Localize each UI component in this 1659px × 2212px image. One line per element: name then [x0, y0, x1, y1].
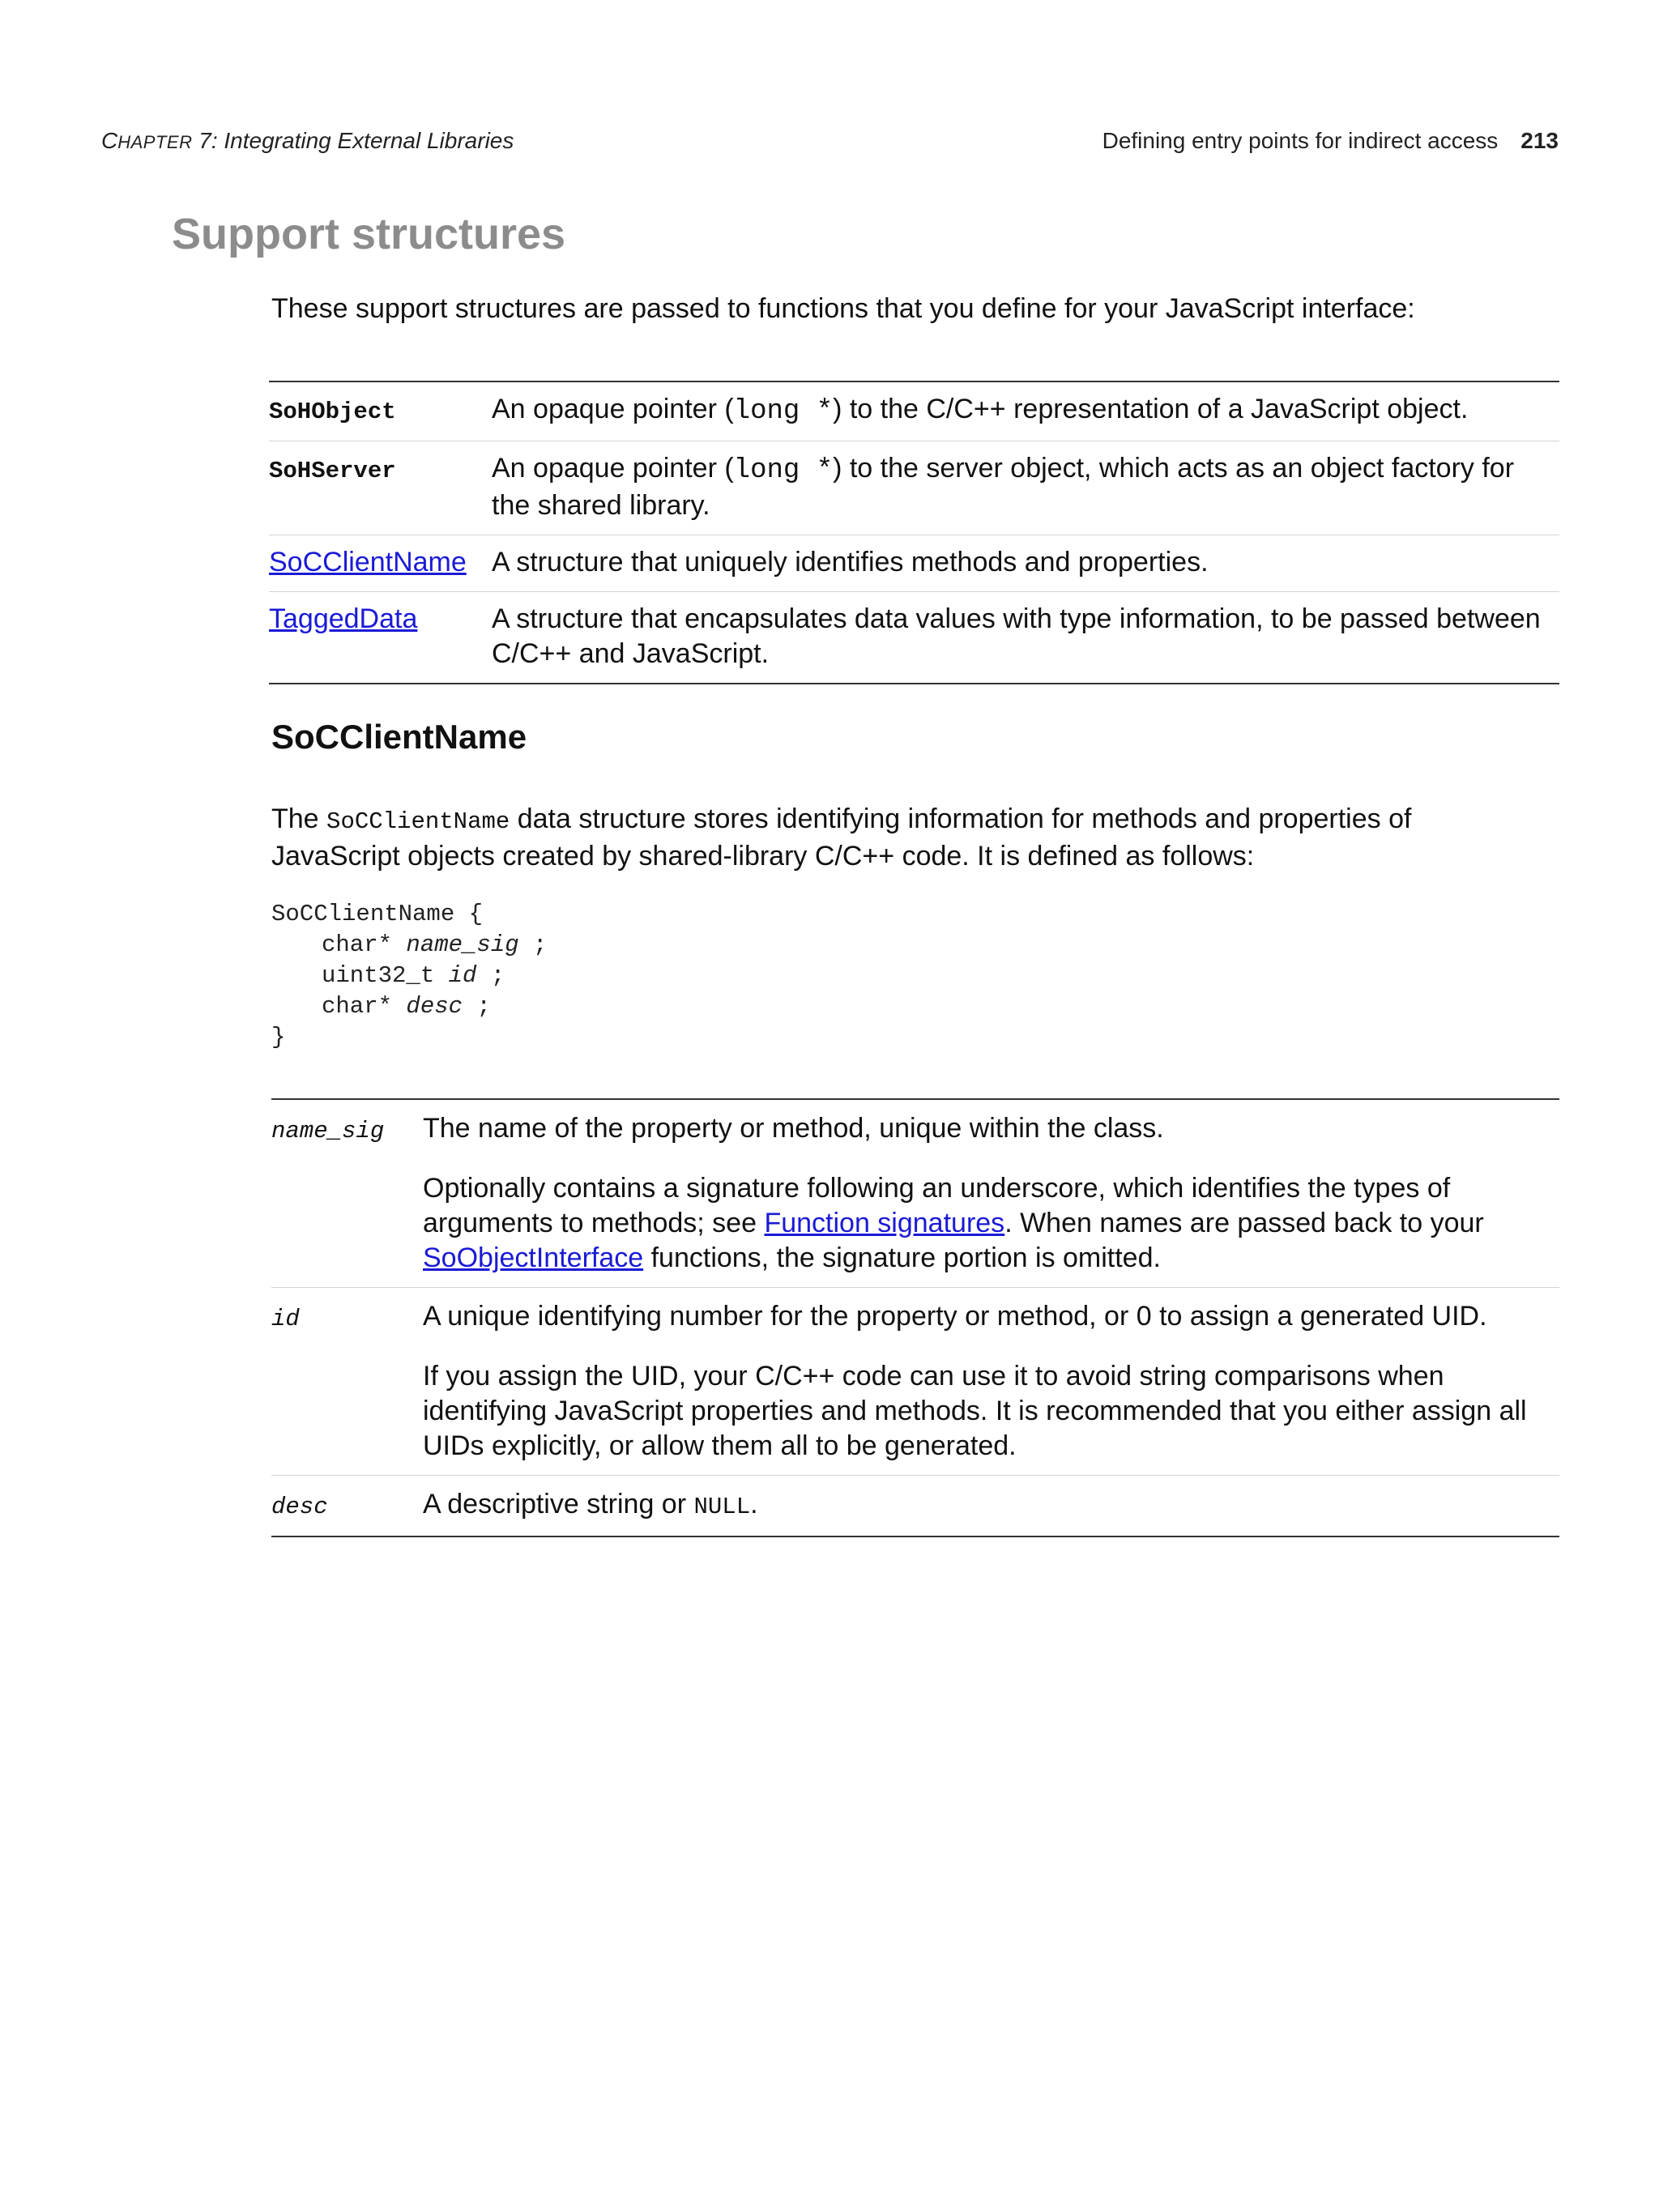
code-line: [271, 993, 491, 1020]
page-number: 213: [1520, 128, 1559, 153]
field-desc-text: If you assign the UID, your C/C++ code can use it to avoid string comparisons when identifying JavaScript properties and methods. It is recommended that you either assign all UIDs explicitly, or allow them all to be generated.: [423, 1361, 1527, 1461]
table-row: [271, 1476, 1559, 1537]
field-id: id: [271, 1306, 300, 1332]
field-name-cell: [271, 1099, 423, 1288]
term-cell: [269, 441, 492, 535]
table-row: [271, 1099, 1559, 1288]
definition-cell: [492, 441, 1559, 535]
link-tagged-data[interactable]: TaggedData: [269, 603, 418, 634]
code-punct: ;: [476, 962, 505, 989]
support-structures-table: [269, 381, 1559, 684]
desc-text: Optionally contains a signature following an underscore, which identifies the types of arguments to methods; see: [423, 1173, 1451, 1238]
chapter-title: 7: Integrating External Libraries: [192, 128, 514, 153]
heading-support-structures: Support structures: [172, 210, 566, 258]
table-row: [269, 592, 1559, 684]
desc-code: NULL: [693, 1494, 751, 1520]
code-line: SoCClientName {: [271, 901, 484, 927]
term-cell: [269, 535, 492, 592]
code-field-name: id: [448, 962, 477, 989]
field-desc: desc: [271, 1494, 328, 1520]
term-sohserver: SoHServer: [269, 458, 396, 484]
para-code: SoCClientName: [326, 808, 510, 835]
chapter-prefix: C: [101, 128, 118, 153]
heading-soc-client-name: SoCClientName: [271, 718, 527, 756]
chapter-smallcaps: HAPTER: [117, 132, 193, 152]
definition-cell: A structure that encapsulates data values with type information, to be passed between C/C++ and JavaScript.: [492, 592, 1559, 684]
term-sohobject: SoHObject: [269, 399, 396, 425]
running-header-chapter: [101, 128, 514, 154]
definition-cell: [492, 381, 1559, 441]
code-block: [271, 899, 547, 1053]
para-text: data structure stores identifying information for methods and properties of JavaScript objects created by shared-library C/C++ code. It is defined as follows:: [271, 803, 1412, 872]
fields-table: [271, 1098, 1559, 1537]
code-line: [271, 931, 547, 958]
code-punct: ;: [518, 931, 548, 958]
field-name-sig: name_sig: [271, 1118, 385, 1144]
code-line: [271, 962, 505, 989]
field-desc-cell: [423, 1288, 1559, 1476]
desc-text: . When names are passed back to your: [1004, 1208, 1484, 1238]
code-type: char*: [322, 993, 407, 1020]
field-desc-text: [423, 1171, 1559, 1276]
soc-description: [271, 802, 1535, 874]
code-type: char*: [322, 931, 407, 958]
desc-text: An opaque pointer (: [492, 394, 734, 424]
link-so-object-interface[interactable]: SoObjectInterface: [423, 1242, 644, 1273]
table-row: [269, 535, 1559, 592]
field-desc-cell: [423, 1476, 1559, 1537]
field-desc-text: The name of the property or method, unique within the class.: [423, 1113, 1164, 1144]
section-title: Defining entry points for indirect access: [1102, 128, 1499, 153]
code-field-name: desc: [406, 993, 463, 1020]
link-function-signatures[interactable]: Function signatures: [764, 1208, 1005, 1238]
desc-text: .: [750, 1489, 758, 1519]
para-text: The: [271, 803, 327, 834]
definition-cell: A structure that uniquely identifies methods and properties.: [492, 535, 1559, 592]
code-line: }: [271, 1024, 286, 1051]
term-cell: [269, 592, 492, 684]
desc-text: ) to the server object, which acts as an object factory for the shared library.: [492, 453, 1515, 521]
running-header-section: [1102, 128, 1559, 154]
desc-text: ) to the C/C++ representation of a JavaScript object.: [833, 394, 1469, 424]
desc-code: long *: [733, 396, 834, 427]
code-field-name: name_sig: [406, 931, 519, 958]
support-intro: These support structures are passed to functions that you define for your JavaScript interface:: [271, 293, 1415, 324]
link-soc-client-name[interactable]: SoCClientName: [269, 547, 467, 578]
term-cell: [269, 381, 492, 441]
field-desc-cell: [423, 1099, 1559, 1288]
field-desc-text: A unique identifying number for the property or method, or 0 to assign a generated UID.: [423, 1301, 1487, 1332]
code-punct: ;: [463, 993, 491, 1020]
code-type: uint32_t: [322, 962, 449, 989]
table-row: [269, 441, 1559, 535]
desc-text: An opaque pointer (: [492, 453, 734, 484]
table-row: [271, 1288, 1559, 1476]
desc-text: A descriptive string or: [423, 1489, 694, 1519]
field-name-cell: [271, 1288, 423, 1476]
desc-text: functions, the signature portion is omitted.: [643, 1242, 1161, 1273]
desc-code: long *: [733, 455, 834, 486]
field-name-cell: [271, 1476, 423, 1537]
table-row: [269, 381, 1559, 441]
